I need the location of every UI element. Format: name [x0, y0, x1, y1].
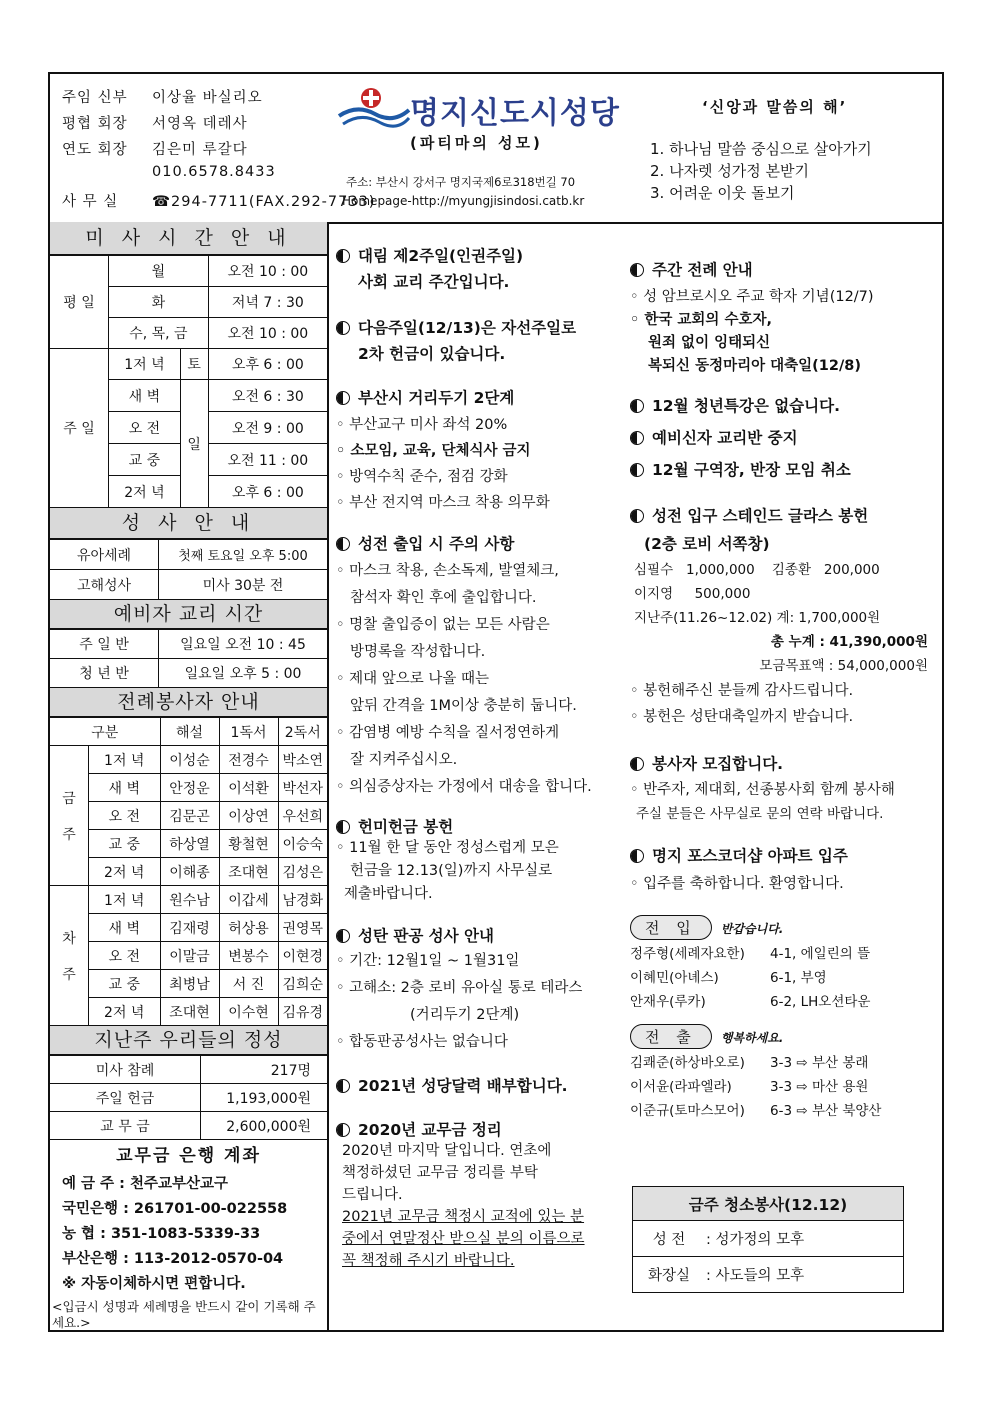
table-cell: 이갑세	[219, 886, 278, 914]
table-cell: 2저 녁	[89, 998, 161, 1026]
member-address: 6-3 ⇨ 부산 북양산	[770, 1103, 882, 1119]
homepage-link[interactable]: Homepage-http://myungjisindosi.catb.kr	[342, 194, 585, 208]
list-item: 참석자 확인 후에 출입합니다.	[350, 590, 537, 606]
list-item: ◦ 제대 앞으로 나올 때는	[336, 666, 636, 693]
half-circle-icon	[630, 431, 644, 445]
table-row	[50, 942, 327, 970]
cleaning-title: 금주 청소봉사(12.12)	[633, 1187, 904, 1221]
half-circle-icon	[336, 391, 350, 405]
table-cell: 남경화	[278, 886, 327, 914]
church-name: 명지신도시성당	[410, 96, 620, 131]
notice-calendar: 2021년 성당달력 배부합니다.	[336, 1074, 636, 1096]
table-cell: 이해종	[160, 858, 219, 886]
table-cell: 최병남	[160, 970, 219, 998]
table-cell: 이성순	[160, 746, 219, 774]
member-name: 안재우(루카)	[630, 994, 706, 1010]
half-circle-icon	[336, 1123, 350, 1137]
servers-table: 구분 해설 1독서 2독서 금 주 1저 녁 이성순 전경수 박소연 새 벽 안정운 이석환 박선자 오 전 김문곤 이상연 우선희 교 중 하상열 황철현 이승숙 2저 녁 이해종 조대현 김성은 차 주 1저 녁 원수남 이갑세 남경화 새 벽 김재령 허상용 권영목 오 전 이말금 변봉수 이현경 교 중 최병남 서 진 김희순 2저 녁 조대현 이수현 김유경	[50, 717, 327, 1026]
table-cell: 하상열	[160, 830, 219, 858]
member-address: 6-1, 부영	[770, 970, 827, 986]
notice-posco-apartment: 명지 포스코더샵 아파트 입주	[630, 844, 940, 866]
table-cell: 김유경	[278, 998, 327, 1026]
posco-line: ◦ 입주를 축하합니다. 환영합니다.	[630, 872, 940, 893]
half-circle-icon	[336, 537, 350, 551]
member-address: 3-3 ⇨ 부산 봉래	[770, 1055, 869, 1071]
table-cell: 1저 녁	[89, 746, 161, 774]
cleaning-table: 금주 청소봉사(12.12) 성 전 : 성가정의 모후 화장실 : 사도들의 모후	[632, 1186, 904, 1293]
notice-stained-glass: 성전 입구 스테인드 글라스 봉헌	[630, 504, 940, 526]
list-item	[630, 1051, 940, 1075]
address: 주소: 부산시 강서구 명지국제6로318번길 70	[346, 175, 576, 189]
list-item	[630, 966, 940, 990]
half-circle-icon	[630, 849, 644, 863]
list-item: ◦ 의심증상자는 가정에서 대송을 합니다.	[336, 774, 636, 801]
servers-title: 전례봉사자 안내	[50, 688, 327, 717]
half-circle-icon	[336, 1079, 350, 1093]
sunday-label: 주 일	[50, 349, 109, 508]
movein-pill: 전 입	[630, 915, 712, 940]
list-item	[630, 1099, 940, 1123]
motto: ‘신앙과 말씀의 해’	[702, 98, 848, 116]
notice-catechism-stop: 예비신자 교리반 중지	[630, 426, 940, 448]
header	[50, 74, 942, 224]
list-item: 방명록을 작성합니다.	[350, 644, 486, 660]
table-cell: 이말금	[160, 942, 219, 970]
list-item: ◦ 명찰 출입증이 없는 모든 사람은	[336, 612, 636, 639]
table-row	[50, 802, 327, 830]
moveout-pill: 전 출	[630, 1024, 712, 1049]
table-cell: 이석환	[219, 774, 278, 802]
table-cell: 오 전	[89, 942, 161, 970]
bulletin-frame	[48, 72, 944, 1332]
table-cell: 김문곤	[160, 802, 219, 830]
servers-week-label: 금 주	[50, 746, 89, 886]
notice-meeting-cancel: 12월 구역장, 반장 모임 취소	[630, 458, 940, 480]
liturgy-text: ◦ 성 암브로시오 주교 학자 기념(12/7) ◦ 한국 교회의 수호자, 원죄 없이 잉태되신 복되신 동정마리아 대축일(12/8)	[630, 286, 940, 378]
mass-table: 평 일 월 오전 10 : 00 화 저녁 7 : 30 수, 목, 금 오전 10 : 00 주 일 1저 녁 토 오후 6 : 00 새 벽 일 오전 6 : 30 오 전 오전 9 : 00 교 중 오전 11 : 00 2저 녁 오후 6 : 00	[50, 255, 327, 508]
office-row: 사 무 실 ☎294-7711(FAX.292-7733)	[62, 194, 376, 210]
notice-advent: 대림 제2주일(인권주일)	[336, 244, 636, 266]
table-cell: 2저 녁	[89, 858, 161, 886]
member-name: 이혜민(아녜스)	[630, 970, 719, 986]
notice-distancing: 부산시 거리두기 2단계	[336, 386, 636, 408]
table-cell: 전경수	[219, 746, 278, 774]
member-address: 3-3 ⇨ 마산 용원	[770, 1079, 869, 1095]
half-circle-icon	[630, 263, 644, 277]
donor-list	[630, 558, 940, 678]
half-circle-icon	[336, 321, 350, 335]
member-name: 이서윤(라파엘라)	[630, 1079, 732, 1095]
staff-yeondo: 연도 회장 김은미 루갈다	[62, 142, 248, 158]
donor-row: 이지영 500,000	[634, 586, 751, 602]
offering-title: 지난주 우리들의 정성	[50, 1026, 327, 1055]
notice-rice-offering: 헌미헌금 봉헌	[336, 815, 636, 837]
stained-glass-notes: ◦ 봉헌해주신 분들께 감사드립니다. ◦ 봉헌은 성탄대축일까지 받습니다.	[630, 678, 940, 730]
movein-header	[630, 915, 940, 940]
table-cell: 김재령	[160, 914, 219, 942]
table-cell: 허상용	[219, 914, 278, 942]
staff-council: 평협 회장 서영옥 데레사	[62, 116, 248, 132]
table-cell: 이승숙	[278, 830, 327, 858]
movein-note: 반갑습니다.	[720, 922, 784, 936]
table-cell: 조대현	[160, 998, 219, 1026]
dues-text: 2020년 마지막 달입니다. 연초에 책정하셨던 교무금 정리를 부탁 드립니다. 2021년 교무금 책정시 교적에 있는 분 중에서 연말정산 받으실 분의 이름으로 꼭 책정해 주시기 바랍니다.	[342, 1143, 585, 1269]
table-row	[50, 746, 327, 774]
entry-rules-list	[336, 558, 636, 801]
notice-confession: 성탄 판공 성사 안내	[336, 924, 636, 946]
bank-title: 교무금 은행 계좌	[116, 1146, 261, 1166]
table-cell: 안정운	[160, 774, 219, 802]
half-circle-icon	[336, 249, 350, 263]
moveout-header	[630, 1024, 940, 1049]
list-item	[630, 990, 940, 1014]
goal-1: 1. 하나님 말씀 중심으로 살아가기	[650, 140, 872, 158]
notice-dues: 2020년 교무금 정리	[336, 1118, 636, 1140]
member-name: 김쾌준(하상바오로)	[630, 1055, 745, 1071]
bank-note: <입금시 성명과 세례명을 반드시 같이 기록해 주세요.>	[52, 1299, 316, 1330]
list-item	[630, 1075, 940, 1099]
grand-total: 총 누계 : 41,390,000원	[770, 634, 928, 650]
list-item	[630, 942, 940, 966]
moveout-note: 행복하세요.	[720, 1031, 784, 1045]
table-cell: 박선자	[278, 774, 327, 802]
table-row	[50, 774, 327, 802]
member-address: 4-1, 에일린의 뜰	[770, 946, 871, 962]
notice-entry-rules: 성전 출입 시 주의 사항	[336, 532, 636, 554]
sacrament-title: 성 사 안 내	[50, 508, 327, 539]
sacrament-table: 유아세례 첫째 토요일 오후 5:00 고해성사 미사 30분 전	[50, 539, 327, 600]
table-row	[50, 830, 327, 858]
list-item: 잘 지켜주십시오.	[350, 752, 458, 768]
church-logo-icon	[337, 86, 411, 130]
half-circle-icon	[630, 757, 644, 771]
volunteers-text: ◦ 반주자, 제대회, 선종봉사회 함께 봉사해 주실 분들은 사무실로 문의 연락 바랍니다.	[630, 778, 940, 826]
table-cell: 박소연	[278, 746, 327, 774]
catechism-title: 예비자 교리 시간	[50, 600, 327, 629]
table-row	[50, 998, 327, 1026]
member-address: 6-2, LH오션타운	[770, 994, 871, 1010]
table-cell: 김성은	[278, 858, 327, 886]
table-cell: 이수현	[219, 998, 278, 1026]
table-cell: 조대현	[219, 858, 278, 886]
table-row	[50, 886, 327, 914]
table-cell: 우선희	[278, 802, 327, 830]
notice-volunteers: 봉사자 모집합니다.	[630, 752, 940, 774]
half-circle-icon	[630, 509, 644, 523]
last-week-total: 지난주(11.26~12.02) 계: 1,700,000원	[634, 610, 881, 626]
weekday-label: 평 일	[50, 256, 109, 349]
right-column: 주간 전례 안내 ◦ 성 암브로시오 주교 학자 기념(12/7) ◦ 한국 교회의 수호자, 원죄 없이 잉태되신 복되신 동정마리아 대축일(12/8) 12월 청년특강은 없습니다. 예비신자 교리반 중지 12월 구역장, 반장 모임 취소 성전 입구 스테인드 글라스 봉헌 (2층 로비 서쪽창) 심필수 1,000,000 김종환 200,000 이지영 500,000 지난주(11.26~12.02) 계: 1,700,000원 총 누계 : 41,390,000원 모금목표액 : 54,000,000원 ◦ 봉헌해주신 분들께 감사드립니다. ◦ 봉헌은 성탄대축일까지 받습니다. 봉사자 모집합니다. ◦ 반주자, 제대회, 선종봉사회 함께 봉사해 주실 분들은 사무실로 문의 연락 바랍니다. 명지 포스코더샵 아파트 입주 ◦ 입주를 축하합니다. 환영합니다. 전 입 반갑습니다. 정주형(세례자요한) 4-1, 에일린의 뜰 이혜민(아녜스) 6-1, 부영 안재우(루카) 6-2, LH오션타운 전 출 행복하세요. 김쾌준(하상바오로) 3-3 ⇨ 부산 봉래 이서윤(라파엘라) 3-3 ⇨ 마산 용원 이준규(토마스모어) 6-3 ⇨ 부산 북양산	[630, 258, 940, 1123]
table-cell: 교 중	[89, 830, 161, 858]
movein-list	[630, 942, 940, 1014]
bank-list: 예 금 주 : 천주교부산교구 국민은행 : 261701-00-022558 농 협 : 351-1083-5339-33 부산은행 : 113-2012-0570-04 ※ 자동이체하시면 편합니다.	[62, 1176, 288, 1292]
list-item: 앞뒤 간격을 1M이상 충분히 둡니다.	[350, 698, 577, 714]
table-row	[50, 970, 327, 998]
goal-2: 2. 나자렛 성가정 본받기	[650, 162, 810, 180]
list-item: ◦ 마스크 착용, 손소독제, 발열체크,	[336, 558, 636, 585]
staff-phone: 010.6578.8433	[152, 164, 276, 180]
rice-offering-text: ◦ 11월 한 달 동안 정성스럽게 모은 헌금을 12.13(일)까지 사무실로 제출바랍니다.	[336, 837, 636, 906]
offering-table: 미사 참례 217명 주일 헌금 1,193,000원 교 무 금 2,600,000원	[50, 1055, 327, 1140]
table-cell: 황철현	[219, 830, 278, 858]
staff-pastor: 주임 신부 이상율 바실리오	[62, 90, 263, 106]
notice-youth-lecture: 12월 청년특강은 없습니다.	[630, 394, 940, 416]
half-circle-icon	[630, 399, 644, 413]
target-amount: 모금목표액 : 54,000,000원	[759, 658, 928, 674]
half-circle-icon	[336, 929, 350, 943]
member-name: 정주형(세례자요한)	[630, 946, 745, 962]
table-cell: 새 벽	[89, 914, 161, 942]
distancing-list: ◦ 부산교구 미사 좌석 20% ◦ 소모임, 교육, 단체식사 금지 ◦ 방역수칙 준수, 점검 강화 ◦ 부산 전지역 마스크 착용 의무화	[336, 412, 636, 516]
table-cell: 1저 녁	[89, 886, 161, 914]
table-cell: 김희순	[278, 970, 327, 998]
list-item: ◦ 감염병 예방 수칙을 질서정연하게	[336, 720, 636, 747]
table-cell: 새 벽	[89, 774, 161, 802]
half-circle-icon	[630, 463, 644, 477]
notice-liturgy: 주간 전례 안내	[630, 258, 940, 280]
table-cell: 변봉수	[219, 942, 278, 970]
notice-charity: 다음주일(12/13)은 자선주일로	[336, 316, 636, 338]
confession-text: ◦ 기간: 12월1일 ~ 1월31일 ◦ 고해소: 2층 로비 유아실 통로 테라스 (거리두기 2단계) ◦ 합동판공성사는 없습니다	[336, 948, 636, 1056]
donor-row: 심필수 1,000,000 김종환 200,000	[634, 562, 880, 578]
middle-column: 대림 제2주일(인권주일) 사회 교리 주간입니다. 다음주일(12/13)은 자선주일로 2차 헌금이 있습니다. 부산시 거리두기 2단계 ◦ 부산교구 미사 좌석 20% ◦ 소모임, 교육, 단체식사 금지 ◦ 방역수칙 준수, 점검 강화 ◦ 부산 전지역 마스크 착용 의무화 성전 출입 시 주의 사항 ◦ 마스크 착용, 손소독제, 발열체크, 참석자 확인 후에 출입합니다. ◦ 명찰 출입증이 없는 모든 사람은 방명록을 작성합니다. ◦ 제대 앞으로 나올 때는 앞뒤 간격을 1M이상 충분히 둡니다. ◦ 감염병 예방 수칙을 질서정연하게 잘 지켜주십시오. ◦ 의심증상자는 가정에서 대송을 합니다. 헌미헌금 봉헌 ◦ 11월 한 달 동안 정성스럽게 모은 헌금을 12.13(일)까지 사무실로 제출바랍니다. 성탄 판공 성사 안내 ◦ 기간: 12월1일 ~ 1월31일 ◦ 고해소: 2층 로비 유아실 통로 테라스 (거리두기 2단계) ◦ 합동판공성사는 없습니다 2021년 성당달력 배부합니다. 2020년 교무금 정리 2020년 마지막 달입니다. 연초에 책정하셨던 교무금 정리를 부탁 드립니다. 2021년 교무금 책정시 교적에 있는 분 중에서 연말정산 받으실 분의 이름으로 꼭 책정해 주시기 바랍니다.	[336, 244, 636, 1272]
table-row	[50, 858, 327, 886]
table-cell: 이현경	[278, 942, 327, 970]
table-row	[50, 914, 327, 942]
left-column	[50, 222, 329, 1330]
table-cell: 서 진	[219, 970, 278, 998]
table-cell: 교 중	[89, 970, 161, 998]
church-subtitle: (파티마의 성모)	[410, 134, 543, 152]
half-circle-icon	[336, 820, 350, 834]
servers-week-label: 차 주	[50, 886, 89, 1026]
mass-title: 미 사 시 간 안 내	[50, 222, 327, 255]
member-name: 이준규(토마스모어)	[630, 1103, 745, 1119]
moveout-list	[630, 1051, 940, 1123]
catechism-table: 주 일 반 일요일 오전 10 : 45 청 년 반 일요일 오후 5 : 00	[50, 629, 327, 688]
goal-3: 3. 어려운 이웃 돌보기	[650, 184, 795, 202]
table-cell: 오 전	[89, 802, 161, 830]
table-cell: 이상연	[219, 802, 278, 830]
table-cell: 권영목	[278, 914, 327, 942]
table-cell: 원수남	[160, 886, 219, 914]
